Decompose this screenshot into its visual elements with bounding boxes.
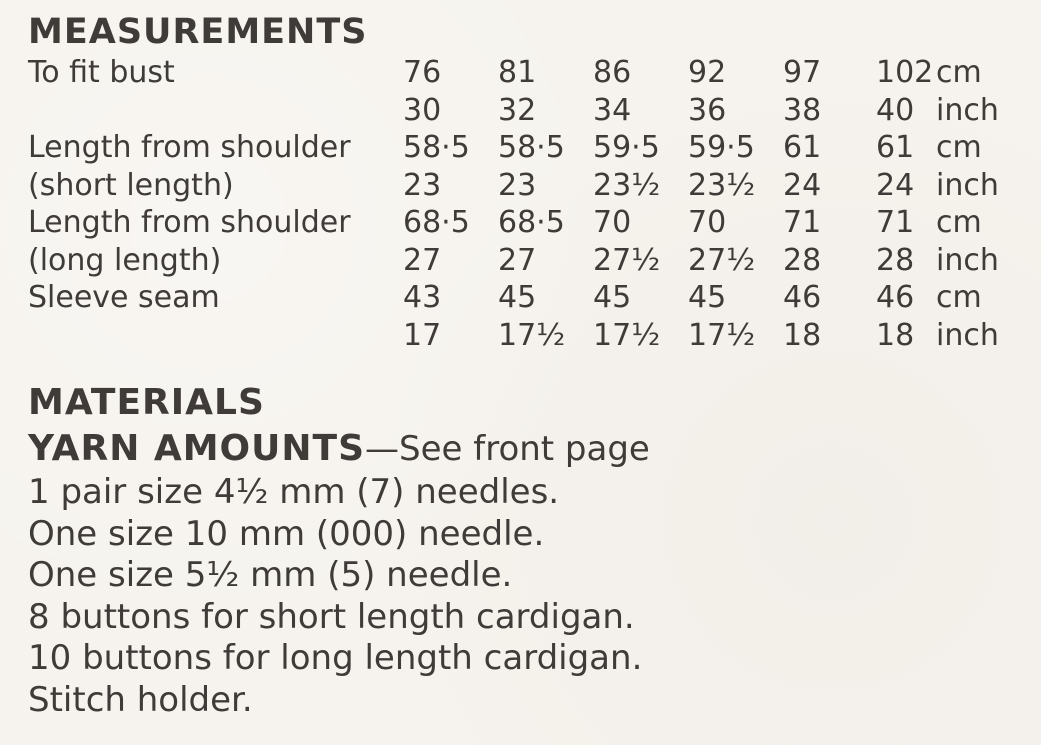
measurement-row [28,92,1028,130]
measurement-row [28,317,1028,355]
row-label: Length from shoulder [28,130,351,165]
size-value: 23 [498,167,537,203]
size-value: 86 [593,55,632,90]
size-value: 17½ [498,317,566,353]
size-value: 24 [783,167,822,203]
size-value: 27½ [593,242,661,278]
size-value: 27½ [688,242,756,278]
size-value: 59·5 [688,130,755,165]
size-value: 81 [498,55,537,90]
row-label: Sleeve seam [28,280,220,315]
size-value: 45 [688,280,727,315]
yarn-amounts-line [28,427,650,470]
yarn-amounts-heading: YARN AMOUNTS [28,428,366,469]
size-value: 18 [876,317,915,353]
unit-label: cm [936,55,982,90]
size-value: 17 [403,317,442,353]
material-item: Stitch holder. [28,679,253,720]
size-value: 70 [593,205,632,240]
measurements-table [28,54,1028,354]
measurement-row [28,242,1028,280]
unit-label: inch [936,167,999,203]
size-value: 23½ [593,167,661,203]
size-value: 59·5 [593,130,660,165]
size-value: 76 [403,55,442,90]
materials-list [28,472,1008,721]
size-value: 68·5 [403,205,470,240]
size-value: 45 [593,280,632,315]
size-value: 92 [688,55,727,90]
size-value: 46 [783,280,822,315]
size-value: 32 [498,92,537,128]
size-value: 30 [403,92,442,128]
row-label: (short length) [28,167,234,203]
size-value: 102 [876,55,934,90]
measurement-row [28,129,1028,167]
size-value: 28 [876,242,915,278]
size-value: 28 [783,242,822,278]
unit-label: cm [936,130,982,165]
size-value: 17½ [688,317,756,353]
size-value: 23½ [688,167,756,203]
size-value: 68·5 [498,205,565,240]
size-value: 97 [783,55,822,90]
row-label: (long length) [28,242,222,278]
size-value: 61 [783,130,822,165]
size-value: 34 [593,92,632,128]
size-value: 58·5 [403,130,470,165]
unit-label: inch [936,92,999,128]
size-value: 18 [783,317,822,353]
measurement-row [28,54,1028,92]
size-value: 36 [688,92,727,128]
measurement-row [28,167,1028,205]
size-value: 61 [876,130,915,165]
row-label: To fit bust [28,55,175,90]
size-value: 24 [876,167,915,203]
materials-heading: MATERIALS [28,382,265,423]
unit-label: cm [936,205,982,240]
material-item: One size 10 mm (000) needle. [28,513,545,554]
row-label: Length from shoulder [28,205,351,240]
size-value: 58·5 [498,130,565,165]
material-item: 8 buttons for short length cardigan. [28,596,635,637]
size-value: 38 [783,92,822,128]
material-item: One size 5½ mm (5) needle. [28,555,513,595]
size-value: 27 [403,242,442,278]
size-value: 71 [783,205,822,240]
size-value: 70 [688,205,727,240]
size-value: 46 [876,280,915,315]
unit-label: inch [936,317,999,353]
size-value: 27 [498,242,537,278]
measurement-row [28,279,1028,317]
size-value: 45 [498,280,537,315]
size-value: 43 [403,280,442,315]
material-item: 1 pair size 4½ mm (7) needles. [28,472,560,512]
unit-label: cm [936,280,982,315]
measurement-row [28,204,1028,242]
size-value: 23 [403,167,442,203]
unit-label: inch [936,242,999,278]
yarn-amounts-reference: —See front page [365,429,650,469]
measurements-heading: MEASUREMENTS [28,12,368,52]
size-value: 40 [876,92,915,128]
material-item: 10 buttons for long length cardigan. [28,638,643,678]
size-value: 17½ [593,317,661,353]
size-value: 71 [876,205,915,240]
